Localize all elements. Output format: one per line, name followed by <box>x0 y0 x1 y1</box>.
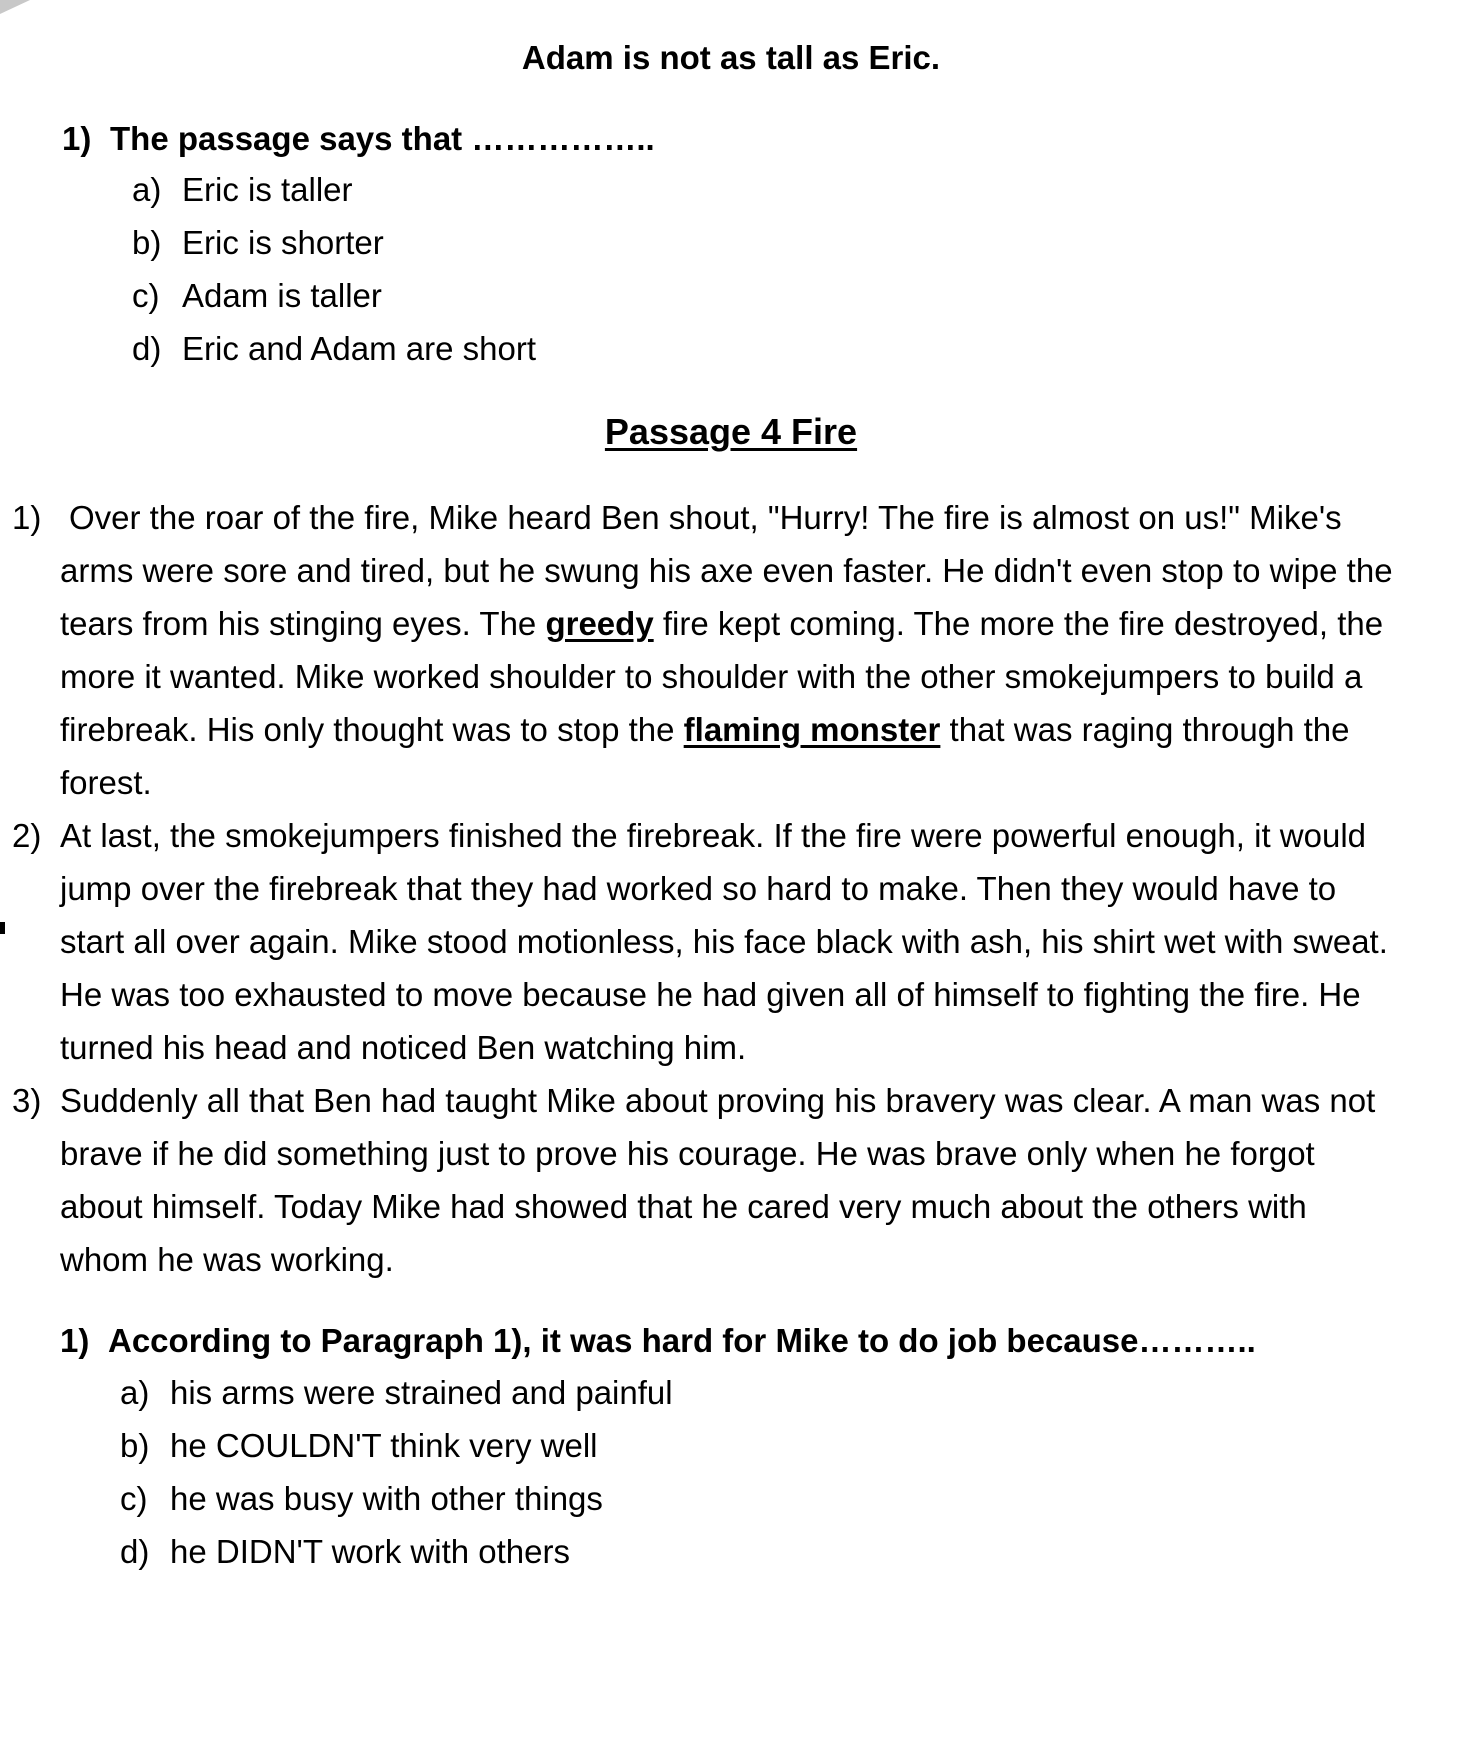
page-corner-mark <box>0 0 30 14</box>
question-number: 1) <box>60 1322 90 1359</box>
option-a[interactable] <box>120 1366 673 1419</box>
option-text: Eric is taller <box>182 171 353 208</box>
option-d[interactable] <box>120 1525 673 1578</box>
line-text: firebreak. His only thought was to stop the <box>60 711 684 748</box>
option-text: his arms were strained and painful <box>170 1374 673 1411</box>
vocab-phrase-flaming-monster: flaming monster <box>683 711 941 748</box>
paragraph-text <box>60 491 1456 809</box>
question-2-options <box>120 1366 673 1578</box>
line-text: fire kept coming. The more the fire destroyed, the <box>653 605 1384 642</box>
paragraph-line: start all over again. Mike stood motionless, his face black with ash, his shirt wet with sweat. <box>60 923 1388 960</box>
option-b[interactable] <box>132 216 536 269</box>
option-text: Adam is taller <box>182 277 382 314</box>
paragraph-line: turned his head and noticed Ben watching him. <box>60 1029 747 1066</box>
header-sentence: Adam is not as tall as Eric. <box>521 39 941 76</box>
option-letter: b) <box>132 224 162 261</box>
question-text: According to Paragraph 1), it was hard for Mike to do job because……….. <box>108 1322 1256 1359</box>
line-text: that was raging through the <box>940 711 1350 748</box>
paragraph-text <box>60 1074 1456 1286</box>
paragraph-line: more it wanted. Mike worked shoulder to shoulder with the other smokejumpers to build a <box>60 658 1363 695</box>
paragraph-line: forest. <box>60 764 152 801</box>
page-edge-mark <box>0 922 5 934</box>
question-text: The passage says that …………….. <box>110 120 655 157</box>
option-c[interactable] <box>132 269 536 322</box>
paragraph-line <box>60 597 1456 650</box>
option-text: Eric and Adam are short <box>182 330 537 367</box>
question-2-prompt <box>60 1317 1256 1365</box>
option-text: he COULDN'T think very well <box>170 1427 598 1464</box>
paragraph-number: 3) <box>12 1082 42 1119</box>
line-text: tears from his stinging eyes. The <box>60 605 546 642</box>
passage-title: Passage 4 Fire <box>604 411 858 452</box>
paragraph-line: brave if he did something just to prove his courage. He was brave only when he forgot <box>60 1135 1315 1172</box>
option-letter: b) <box>120 1427 150 1464</box>
paragraph-line: Over the roar of the fire, Mike heard Ben shout, "Hurry! The fire is almost on us!" Mike's <box>69 499 1342 536</box>
paragraph-line: Suddenly all that Ben had taught Mike about proving his bravery was clear. A man was not <box>60 1082 1376 1119</box>
option-text: he DIDN'T work with others <box>170 1533 570 1570</box>
paragraph-number: 2) <box>12 817 42 854</box>
option-letter: a) <box>120 1374 150 1411</box>
paragraph-line: At last, the smokejumpers finished the firebreak. If the fire were powerful enough, it would <box>60 817 1366 854</box>
option-text: he was busy with other things <box>170 1480 603 1517</box>
option-text: Eric is shorter <box>182 224 384 261</box>
question-1-prompt <box>62 115 655 163</box>
option-letter: c) <box>132 277 160 314</box>
paragraph-line: jump over the firebreak that they had worked so hard to make. Then they would have to <box>60 870 1337 907</box>
option-a[interactable] <box>132 163 536 216</box>
paragraph-line: whom he was working. <box>60 1241 394 1278</box>
option-letter: a) <box>132 171 162 208</box>
option-letter: d) <box>132 330 162 367</box>
option-letter: d) <box>120 1533 150 1570</box>
paragraph-line: He was too exhausted to move because he had given all of himself to fighting the fire. He <box>60 976 1361 1013</box>
option-c[interactable] <box>120 1472 673 1525</box>
vocab-word-greedy: greedy <box>545 605 654 642</box>
option-d[interactable] <box>132 322 536 375</box>
paragraph-line: about himself. Today Mike had showed that he cared very much about the others with <box>60 1188 1307 1225</box>
option-b[interactable] <box>120 1419 673 1472</box>
paragraph-line: arms were sore and tired, but he swung his axe even faster. He didn't even stop to wipe the <box>60 552 1393 589</box>
question-1-options <box>132 163 536 375</box>
paragraph-text <box>60 809 1456 1074</box>
question-number: 1) <box>62 120 92 157</box>
option-letter: c) <box>120 1480 148 1517</box>
paragraph-number: 1) <box>12 499 42 536</box>
paragraph-line <box>60 703 1456 756</box>
